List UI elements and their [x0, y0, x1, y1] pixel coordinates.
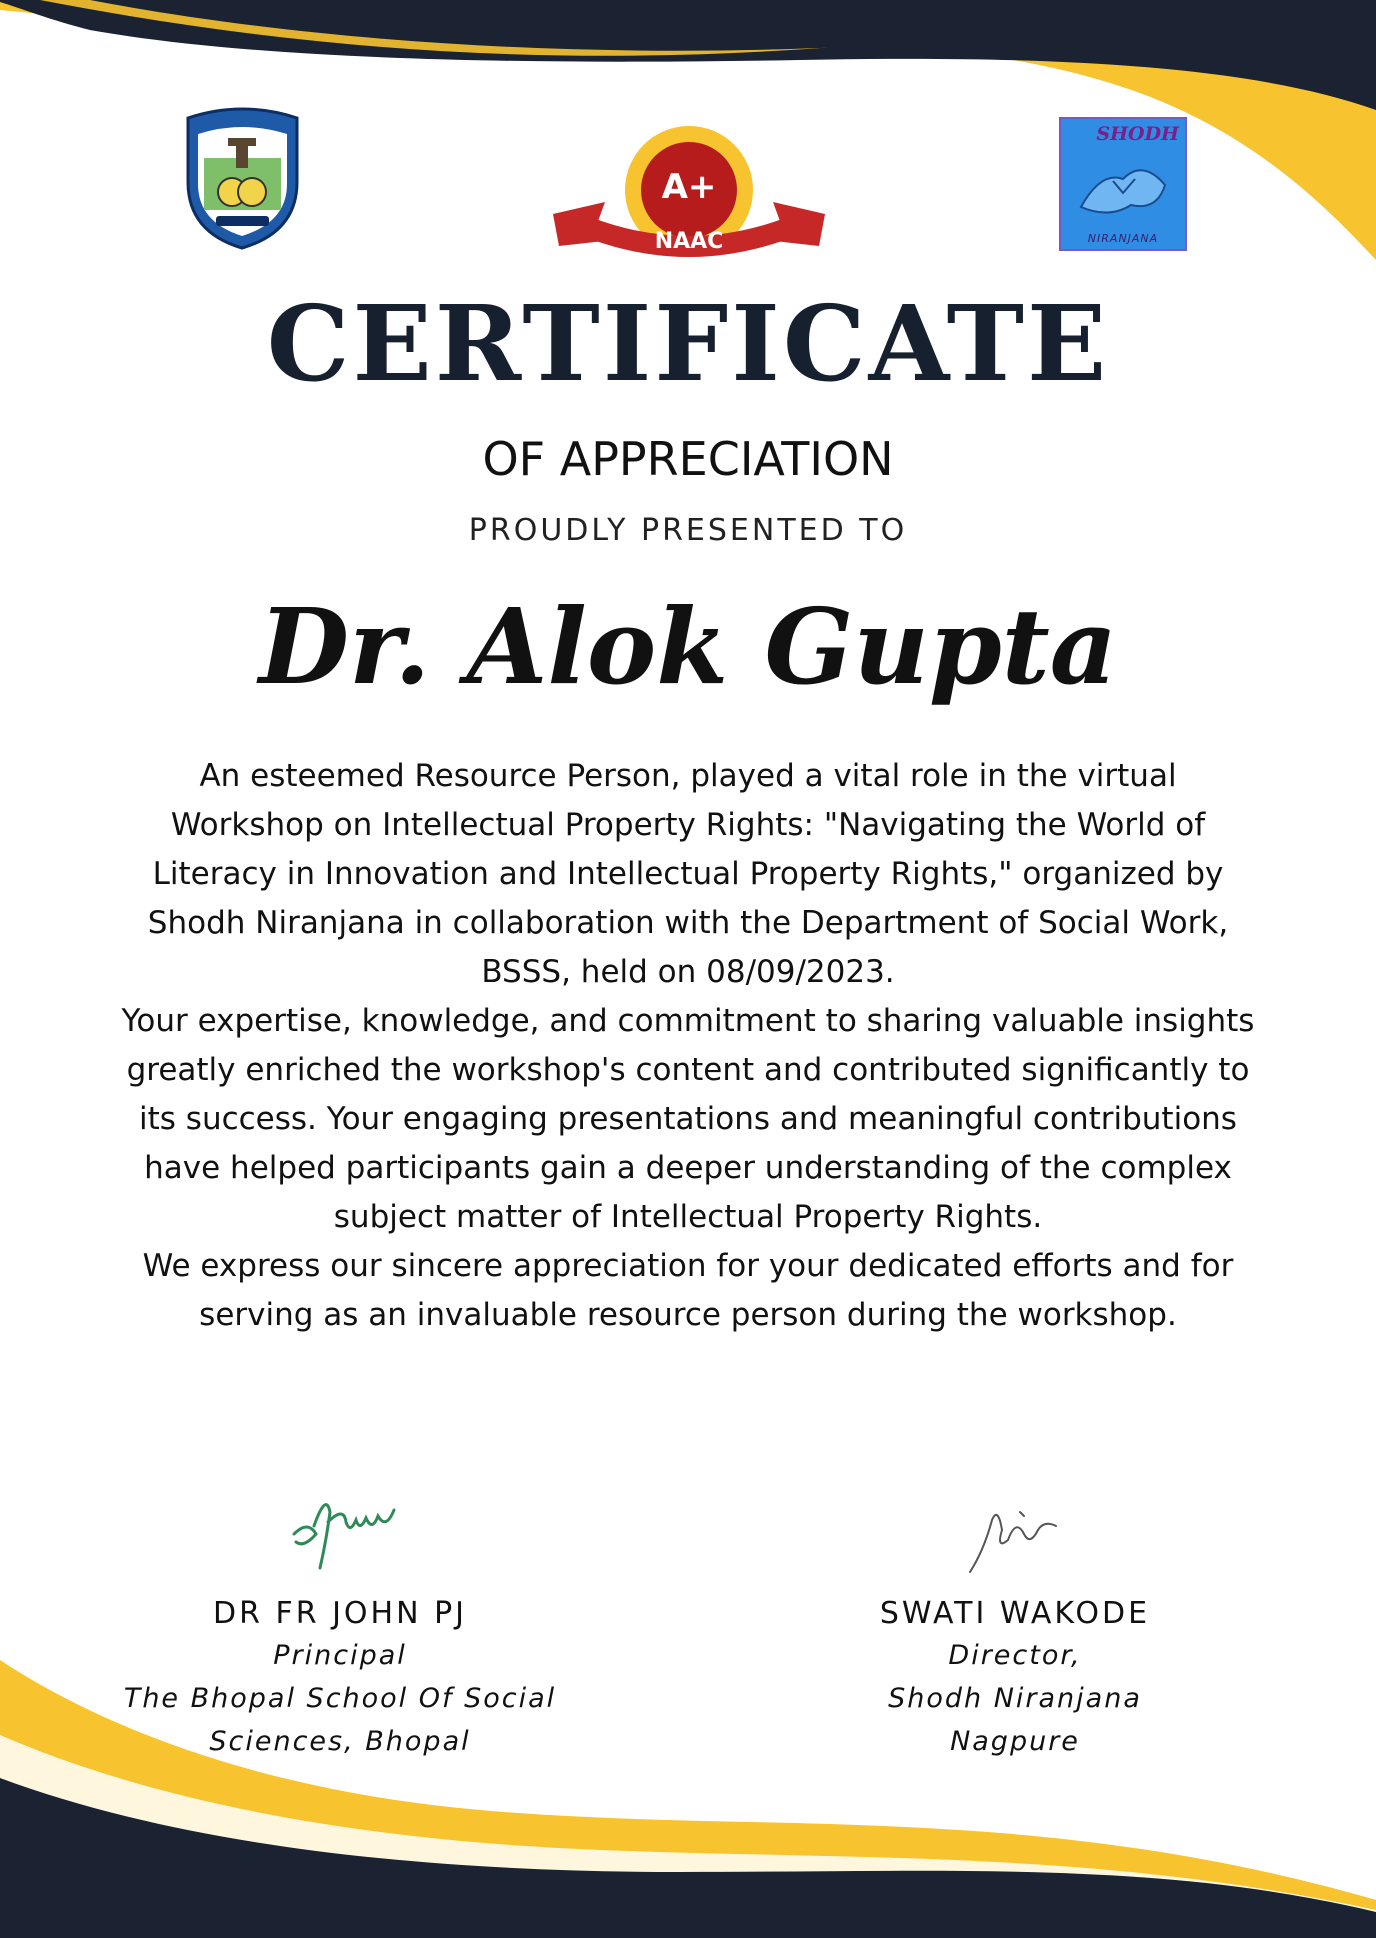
principal-signature: [290, 1482, 400, 1574]
shodh-niranjana-logo: [1059, 117, 1187, 251]
certificate-subtitle: OF APPRECIATION: [482, 432, 894, 486]
signatory-principal-title: Principal: [273, 1640, 407, 1671]
signatory-principal: [90, 1594, 590, 1763]
director-signature: [962, 1500, 1062, 1580]
body-paragraph-3: We express our sincere appreciation for your dedicated efforts and for serving as an invaluable resource person during the workshop.: [142, 1248, 1234, 1333]
recipient-name: Dr. Alok Gupta: [258, 585, 1118, 708]
signatory-director-title: Director,: [948, 1640, 1082, 1671]
certificate-title: CERTIFICATE: [266, 282, 1110, 405]
signatory-principal-org: The Bhopal School Of Social: [123, 1683, 557, 1714]
naac-grade: A+: [661, 167, 717, 207]
bsss-crest-logo: [180, 104, 305, 252]
body-paragraph-1: An esteemed Resource Person, played a vital role in the virtual Workshop on Intellectual Property Rights: "Navigating the World of Literacy in Innovation and Intellectual Property Rights," organized by Shodh Niranjana in collaboration with the Department of Social Work, BSSS, held on 08/09/2023.: [147, 758, 1229, 990]
signatory-principal-place: Sciences, Bhopal: [209, 1726, 471, 1757]
naac-label: NAAC: [654, 229, 724, 254]
presented-to-label: PROUDLY PRESENTED TO: [468, 513, 908, 548]
signatory-director: [815, 1594, 1215, 1763]
signatory-director-org: Shodh Niranjana: [888, 1683, 1142, 1714]
shodh-logo-line2: NIRANJANA: [1087, 232, 1159, 245]
signatory-director-place: Nagpure: [950, 1726, 1080, 1757]
body-paragraph-2: Your expertise, knowledge, and commitment to sharing valuable insights greatly enriched the workshop's content and contributed significantly to its success. Your engaging presentations and meaningful contributions have helped participants gain a deeper understanding of the complex subject matter of Intellectual Property Rights.: [121, 1003, 1255, 1235]
naac-a-plus-logo: [553, 122, 825, 270]
shodh-logo-line1: SHODH: [1096, 123, 1179, 145]
signatory-principal-name: DR FR JOHN PJ: [212, 1596, 468, 1631]
certificate-body: [120, 752, 1256, 1340]
signatory-director-name: SWATI WAKODE: [879, 1596, 1151, 1631]
